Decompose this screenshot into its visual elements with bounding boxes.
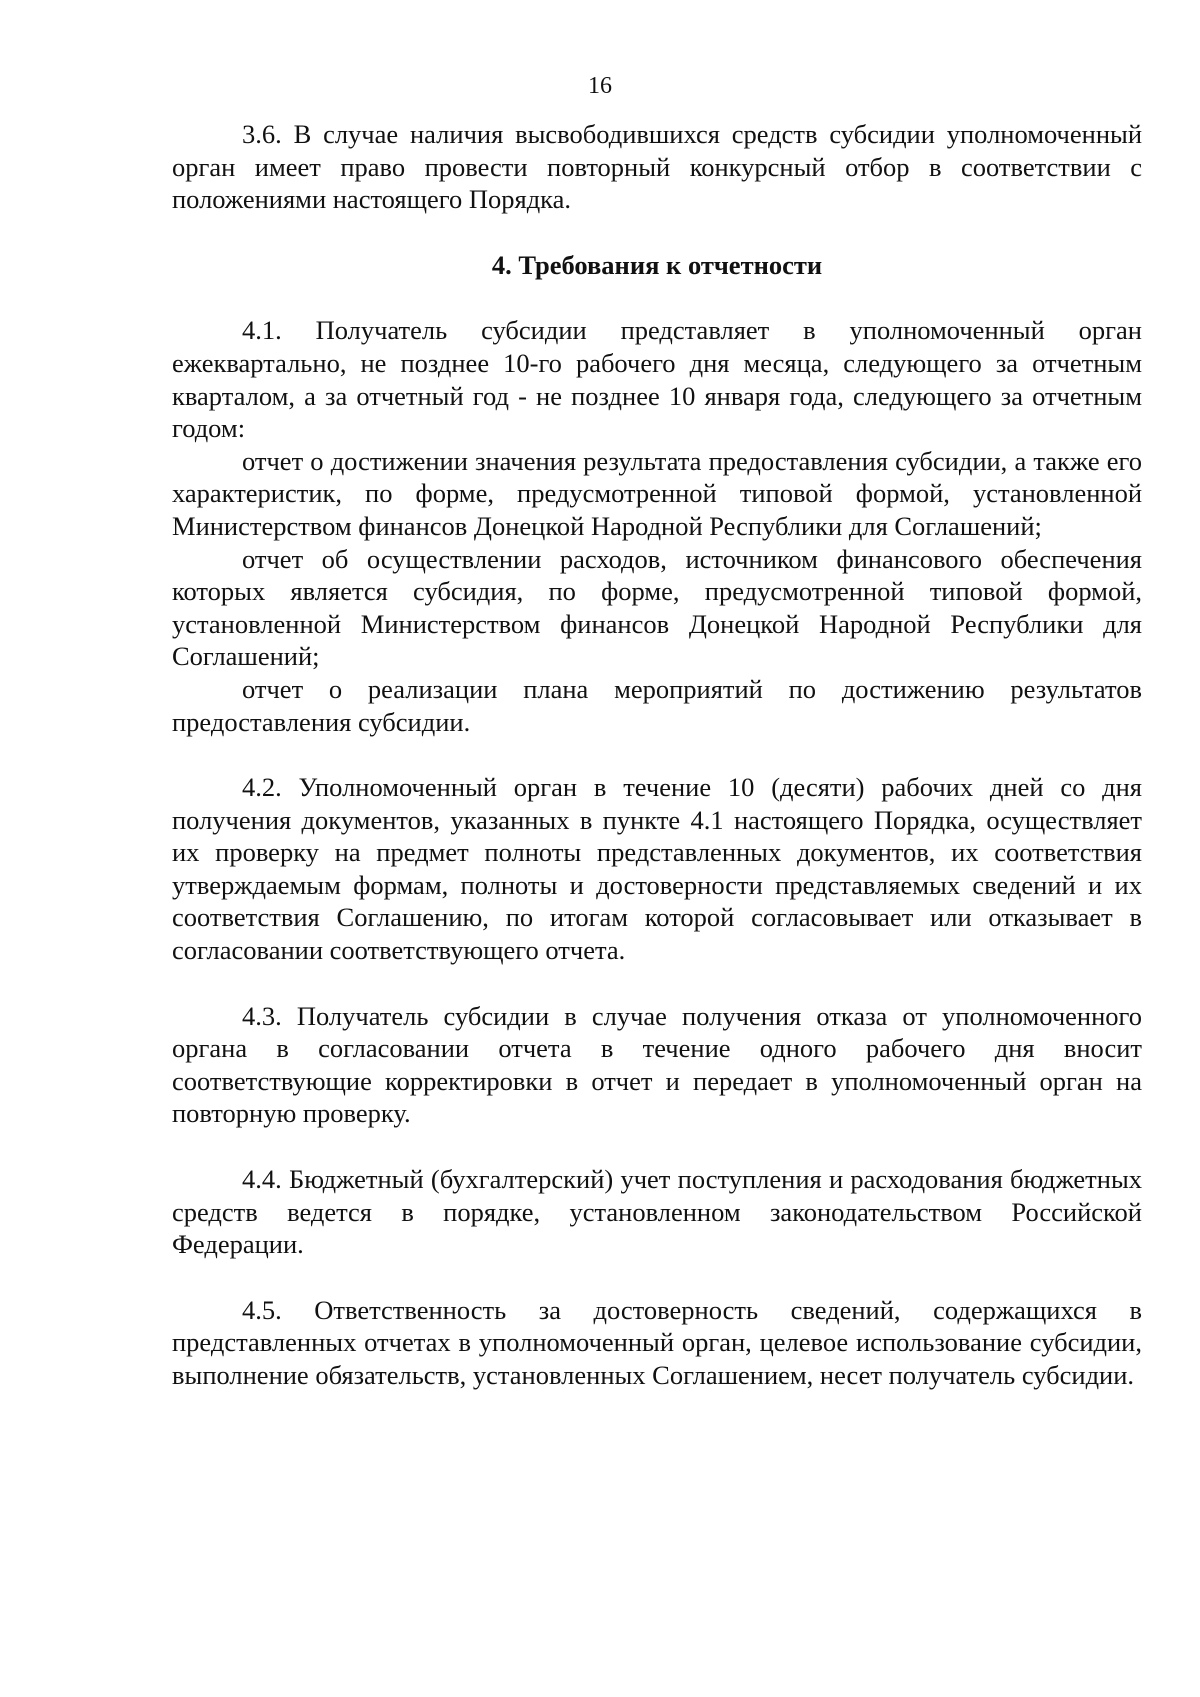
paragraph-4-4: 4.4. Бюджетный (бухгалтерский) учет поступления и расходования бюджетных средств ведется в порядке, установленном законодательством Российской Федерации. bbox=[172, 1164, 1142, 1260]
paragraph-4-3: 4.3. Получатель субсидии в случае получения отказа от уполномоченного органа в согласовании отчета в течение одного рабочего дня вносит соответствующие корректировки в отчет и передает в уполномоченный орган на повторную проверку. bbox=[172, 1000, 1142, 1129]
spacer bbox=[172, 967, 1142, 1000]
spacer bbox=[172, 281, 1142, 314]
spacer bbox=[172, 216, 1142, 249]
document-body bbox=[172, 118, 1142, 1392]
paragraph-4-2: 4.2. Уполномоченный орган в течение 10 (десяти) рабочих дней со дня получения документов, указанных в пункте 4.1 настоящего Порядка, осуществляет их проверку на предмет полноты представленных документов, их соответствия утверждаемым формам, полноты и достоверности представляемых сведений и их соответствия Соглашению, по итогам которой согласовывает или отказывает в согласовании соответствующего отчета. bbox=[172, 772, 1142, 966]
section-heading: 4. Требования к отчетности bbox=[491, 249, 823, 280]
paragraph-4-1-report-expenses: отчет об осуществлении расходов, источником финансового обеспечения которых является субсидия, по форме, предусмотренной типовой формой, установленной Министерством финансов Донецкой Народной Республики для Соглашений; bbox=[172, 543, 1142, 672]
paragraph-4-1-report-plan: отчет о реализации плана мероприятий по достижению результатов предоставления субсидии. bbox=[172, 673, 1142, 737]
paragraph-4-5: 4.5. Ответственность за достоверность сведений, содержащихся в представленных отчетах в уполномоченный орган, целевое использование субсидии, выполнение обязательств, установленных Соглашением, несет получатель субсидии. bbox=[172, 1294, 1142, 1390]
spacer bbox=[172, 1130, 1142, 1163]
spacer bbox=[172, 738, 1142, 771]
paragraph-3-6: 3.6. В случае наличия высвободившихся средств субсидии уполномоченный орган имеет право провести повторный конкурсный отбор в соответствии с положениями настоящего Порядка. bbox=[172, 119, 1142, 215]
paragraph-4-1: 4.1. Получатель субсидии представляет в уполномоченный орган ежеквартально, не позднее 10-го рабочего дня месяца, следующего за отчетным кварталом, а за отчетный год - не позднее 10 января года, следующего за отчетным годом: bbox=[172, 315, 1142, 444]
page-number: 16 bbox=[588, 73, 612, 99]
paragraph-4-1-report-results: отчет о достижении значения результата предоставления субсидии, а также его характеристик, по форме, предусмотренной типовой формой, установленной Министерством финансов Донецкой Народной Республики для Соглашений; bbox=[172, 445, 1142, 541]
spacer bbox=[172, 1261, 1142, 1294]
